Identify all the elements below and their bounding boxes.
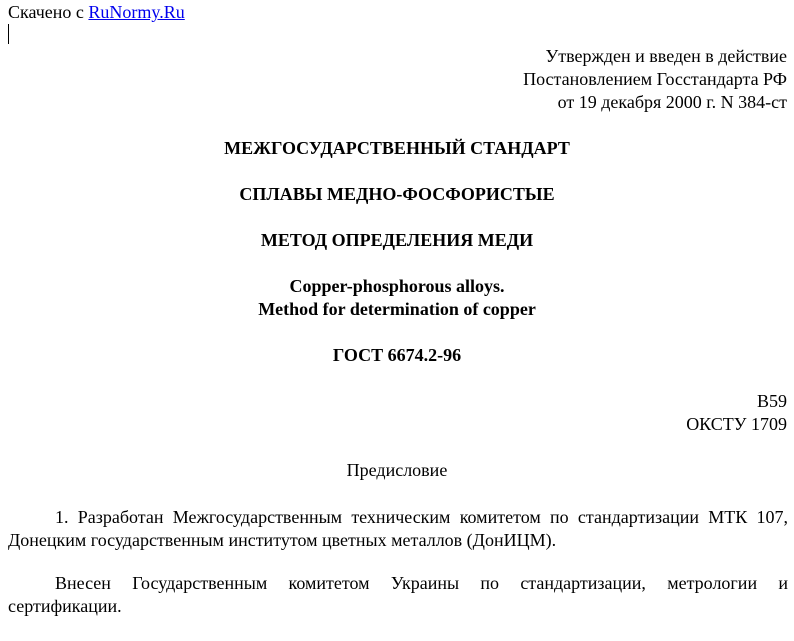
foreword-paragraph-1: 1. Разработан Межгосударственным техническим комитетом по стандартизации МТК 107, Донецким государственным институтом цветных металлов (ДонИЦМ).	[8, 507, 788, 550]
okstu-code: ОКСТУ 1709	[686, 414, 787, 434]
source-line	[8, 1, 185, 24]
source-prefix: Скачено с	[8, 2, 89, 22]
standard-name-heading: СПЛАВЫ МЕДНО-ФОСФОРИСТЫЕ	[239, 184, 555, 204]
standard-type-heading: МЕЖГОСУДАРСТВЕННЫЙ СТАНДАРТ	[224, 138, 570, 158]
classification-group: B59	[756, 391, 787, 411]
text-cursor	[8, 24, 9, 44]
method-heading: МЕТОД ОПРЕДЕЛЕНИЯ МЕДИ	[260, 230, 534, 250]
gost-code: ГОСТ 6674.2-96	[332, 345, 462, 365]
english-title-line-2: Method for determination of copper	[258, 299, 536, 319]
foreword-paragraph-2: Внесен Государственным комитетом Украины по стандартизации, метрологии и сертификации.	[8, 573, 788, 616]
english-title-line-1: Copper-phosphorous alloys.	[289, 276, 505, 296]
approval-line-1: Утвержден и введен в действие	[545, 46, 787, 66]
foreword-heading: Предисловие	[346, 460, 448, 480]
approval-line-3: от 19 декабря 2000 г. N 384-ст	[557, 92, 787, 112]
approval-line-2: Постановлением Госстандарта РФ	[523, 69, 787, 89]
runormy-link[interactable]: RuNormy.Ru	[88, 2, 185, 22]
